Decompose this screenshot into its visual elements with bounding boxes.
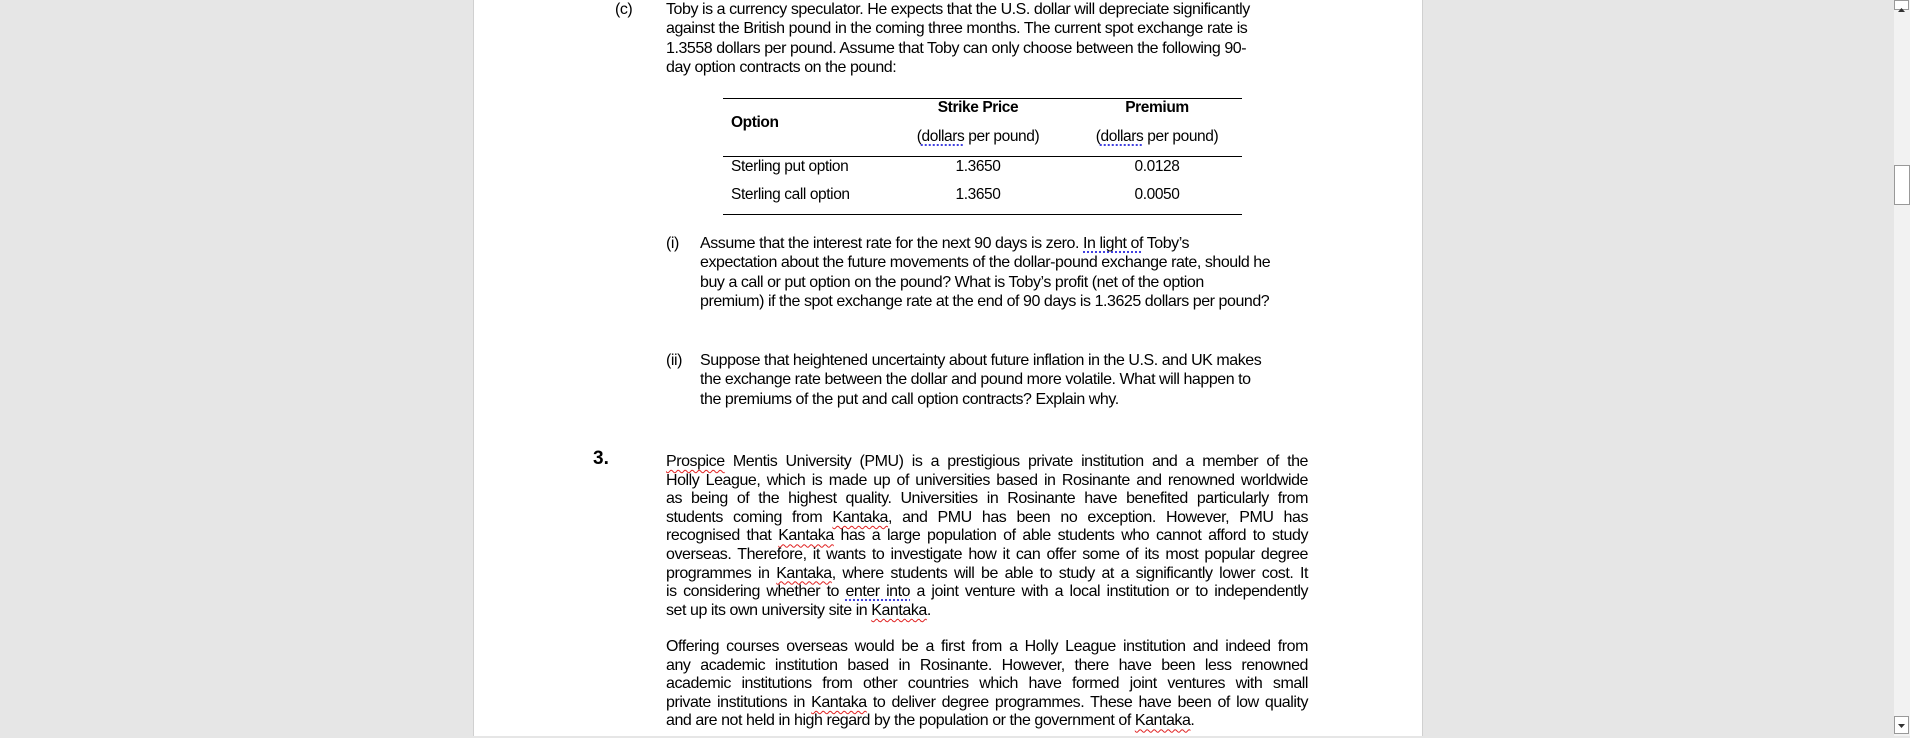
text-segment: the premiums of the put and call option contracts? Explain why.: [700, 390, 1119, 408]
text-segment: day option contracts on the pound:: [666, 58, 897, 76]
text-line: [700, 292, 1269, 311]
text-segment: 1.3558 dollars per pound. Assume that Toby can only choose between the following 90-: [666, 39, 1247, 57]
text-line: [666, 489, 1308, 508]
text-segment: premium) if the spot exchange rate at the end of 90 days is 1.3625 dollars per pound?: [700, 293, 1270, 311]
text-line: [700, 253, 1270, 272]
cell-premium: 0.0128: [1134, 158, 1180, 175]
text-segment: as being of the highest quality. Universities in Rosinante have benefited particularly from: [666, 490, 1308, 508]
text-line: [700, 370, 1251, 389]
text-line: [700, 273, 1204, 292]
strike-unit-word: dollars: [921, 128, 965, 145]
text-segment: has a large population of able students who cannot afford to study: [833, 527, 1308, 545]
text-line: [666, 582, 1308, 601]
grammar-flagged-phrase: In light of: [1083, 235, 1143, 252]
text-line: [666, 0, 1250, 19]
text-segment: against the British pound in the coming three months. The current spot exchange rate is: [666, 20, 1248, 38]
header-premium-unit: [1096, 127, 1219, 146]
spelling-flagged-word: Kantaka: [776, 564, 832, 582]
text-segment: Toby’s: [1142, 235, 1190, 252]
text-line: [700, 351, 1261, 370]
scrollbar-thumb[interactable]: [1894, 165, 1910, 205]
text-segment: Toby is a currency speculator. He expects that the U.S. dollar will depreciate significantly: [666, 1, 1250, 18]
text-segment: recognised that: [666, 527, 779, 545]
text-line: [666, 545, 1308, 564]
text-segment: set up its own university site in: [666, 601, 872, 619]
text-line: [666, 58, 896, 77]
text-segment: Holly League, which is made up of universities based in Rosinante and renowned worldwide: [666, 471, 1308, 489]
text-line: [666, 656, 1308, 675]
table-bottom-rule: [723, 214, 1242, 215]
text-segment: is considering whether to: [666, 583, 846, 601]
text-line: [666, 39, 1246, 58]
text-segment: to deliver degree programmes. These have been of low quality: [866, 693, 1309, 711]
text-line: [666, 711, 1308, 730]
text-line: [666, 471, 1308, 490]
cell-strike: 1.3650: [955, 158, 1001, 175]
text-segment: any academic institution based in Rosinante. However, there have been less renowned: [666, 656, 1308, 674]
text-segment: Offering courses overseas would be a first from a Holly League institution and indeed from: [666, 638, 1308, 655]
text-line: [666, 564, 1308, 583]
text-segment: a joint venture with a local institution or to independently: [910, 583, 1309, 601]
cell-option: Sterling put option: [731, 158, 849, 175]
vertical-scrollbar[interactable]: [1894, 0, 1910, 736]
text-segment: Suppose that heightened uncertainty about future inflation in the U.S. and UK makes: [700, 352, 1262, 369]
text-line: [666, 452, 1308, 471]
triangle-up-icon: [1895, 6, 1908, 14]
cell-premium: 0.0050: [1134, 186, 1180, 203]
paren: (: [916, 128, 922, 145]
spelling-flagged-word: Kantaka: [778, 527, 834, 545]
text-line: [666, 674, 1308, 693]
scroll-up-button[interactable]: [1894, 0, 1909, 10]
header-option: Option: [731, 114, 779, 131]
paren: (: [1095, 128, 1101, 145]
spelling-flagged-word: Kantaka: [1134, 712, 1191, 730]
grammar-flagged-phrase: enter into: [845, 583, 911, 601]
text-segment: academic institutions from other countries which have formed joint ventures with small: [666, 675, 1308, 693]
text-segment: the exchange rate between the dollar and pound more volatile. What will happen to: [700, 371, 1251, 389]
strike-unit-rest: per pound): [964, 128, 1040, 145]
text-segment: , where students will be able to study at a significantly lower cost. It: [831, 564, 1308, 582]
text-line: [666, 637, 1308, 656]
text-line: [666, 19, 1247, 38]
part-i-label: (i): [666, 235, 679, 252]
text-line: [666, 508, 1308, 527]
cell-strike: 1.3650: [955, 186, 1001, 203]
part-ii-label: (ii): [666, 352, 682, 369]
header-premium: Premium: [1125, 99, 1189, 116]
spelling-flagged-word: Kantaka: [871, 601, 927, 619]
part-c-label: (c): [615, 1, 633, 18]
text-segment: , and PMU has been no exception. However, PMU has: [887, 508, 1309, 526]
spelling-flagged-word: Kantaka: [811, 693, 867, 711]
text-line: [700, 234, 1189, 253]
text-segment: programmes in: [666, 564, 777, 582]
text-segment: .: [1190, 712, 1195, 730]
text-line: [666, 526, 1308, 545]
spelling-flagged-word: Prospice: [666, 453, 725, 470]
text-segment: expectation about the future movements of the dollar-pound exchange rate, should he: [700, 254, 1271, 272]
cell-option: Sterling call option: [731, 186, 850, 203]
text-line: [700, 390, 1119, 409]
text-segment: buy a call or put option on the pound? What is Toby’s profit (net of the option: [700, 273, 1204, 291]
premium-unit-rest: per pound): [1143, 128, 1219, 145]
text-segment: overseas. Therefore, it wants to investigate how it can offer some of its most popular degree: [666, 546, 1308, 563]
text-segment: .: [926, 601, 931, 619]
triangle-down-icon: [1895, 717, 1908, 733]
header-strike: Strike Price: [937, 99, 1019, 116]
text-line: [666, 693, 1308, 712]
spelling-flagged-word: Kantaka: [832, 508, 888, 526]
scroll-down-button[interactable]: [1894, 716, 1909, 734]
text-segment: Assume that the interest rate for the next 90 days is zero.: [700, 235, 1083, 252]
premium-unit-word: dollars: [1100, 128, 1144, 145]
text-segment: Mentis University (PMU) is a prestigious private institution and a member of the: [724, 453, 1308, 470]
header-strike-unit: [917, 127, 1040, 146]
text-segment: private institutions in: [666, 693, 812, 711]
text-segment: and are not held in high regard by the population or the government of: [666, 712, 1135, 730]
text-segment: students coming from: [666, 508, 833, 526]
question-number: 3.: [593, 448, 609, 469]
text-line: [666, 601, 1308, 620]
